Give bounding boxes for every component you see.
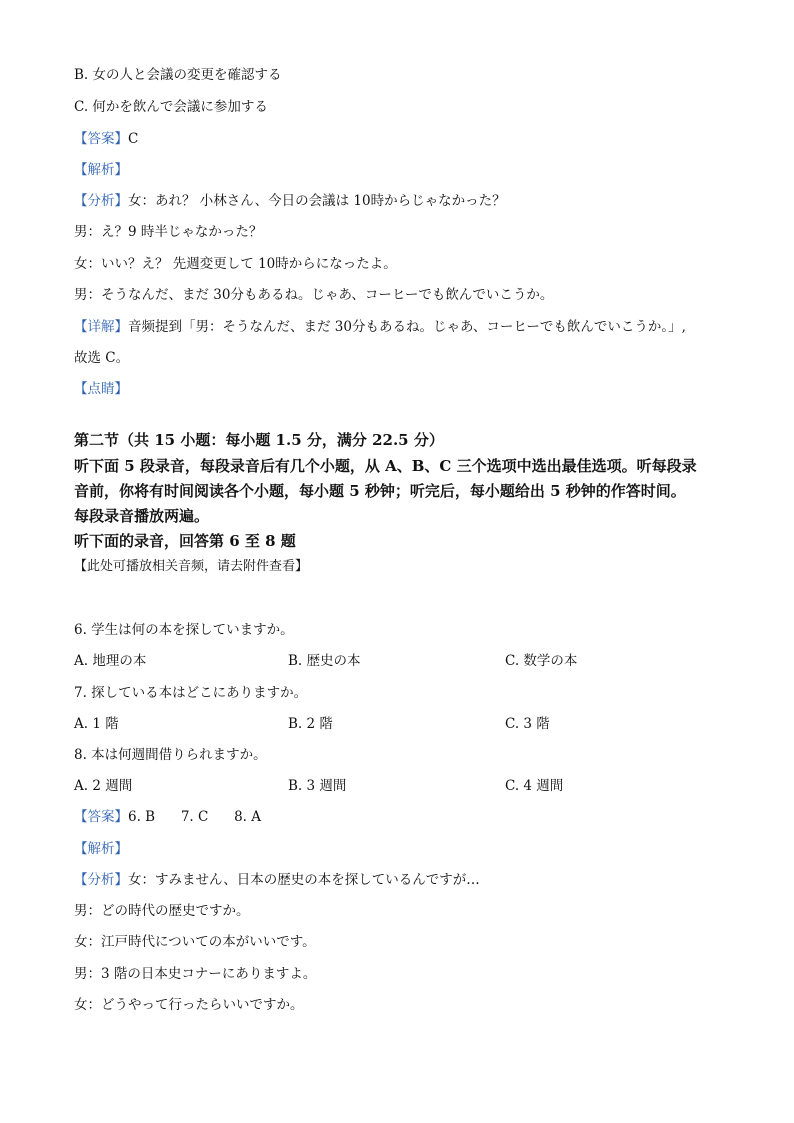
q6-8-transcript-line: 女：どうやって行ったらいいですか。 <box>74 997 304 1013</box>
comment-tag: 【点睛】 <box>74 381 128 397</box>
q5-transcript-line: 男：そうなんだ、まだ 30分もあるね。じゃあ、コーヒーでも飲んでいこうか。 <box>74 287 554 303</box>
q7-option-b: B. 2 階 <box>288 716 333 732</box>
q7-option-c: C. 3 階 <box>505 716 550 732</box>
answer-values: 6. B 7. C 8. A <box>128 809 262 825</box>
question-6: 6. 学生は何の本を探していますか。 <box>74 622 294 638</box>
transcript-tag: 【分析】 <box>74 193 128 209</box>
section-heading: 第二节（共 15 小题：每小题 1.5 分，满分 22.5 分） <box>74 431 444 449</box>
q5-option-c: C. 何かを飲んで会議に参加する <box>74 99 268 115</box>
question-8: 8. 本は何週間借りられますか。 <box>74 747 267 763</box>
q5-detail-line: 【详解】音频提到「男：そうなんだ、まだ 30分もあるね。じゃあ、コーヒーでも飲んでいこうか。」, <box>74 319 686 335</box>
group-heading: 听下面的录音，回答第 6 至 8 题 <box>74 532 296 550</box>
instruction-line: 音前，你将有时间阅读各个小题，每小题 5 秒钟；听完后，每小题给出 5 秒钟的作答时间。 <box>74 482 686 500</box>
q6-8-transcript-line: 男：3 階の日本史コナーにありますよ。 <box>74 966 317 982</box>
q5-transcript-line: 【分析】女：あれ？ 小林さん、今日の会議は 10時からじゃなかった？ <box>74 193 506 209</box>
instruction-line: 每段录音播放两遍。 <box>74 507 210 525</box>
answer-tag: 【答案】 <box>74 809 128 825</box>
q5-option-b: B. 女の人と会議の変更を確認する <box>74 67 282 83</box>
q5-transcript-line: 男：え？9 時半じゃなかった？ <box>74 224 263 240</box>
detail-tag: 【详解】 <box>74 319 128 335</box>
answer-tag: 【答案】 <box>74 131 128 147</box>
q6-8-transcript-line: 【分析】女：すみません、日本の歴史の本を探しているんですが… <box>74 872 480 888</box>
q6-option-a: A. 地理の本 <box>74 653 147 669</box>
q6-8-transcript-line: 男：どの時代の歴史ですか。 <box>74 903 250 919</box>
answer-value: C <box>128 131 139 147</box>
q7-option-a: A. 1 階 <box>74 716 119 732</box>
analysis-tag: 【解析】 <box>74 162 128 178</box>
q6-option-b: B. 歴史の本 <box>288 653 361 669</box>
q6-8-transcript-line: 女：江戸時代についての本がいいです。 <box>74 934 316 950</box>
q5-transcript-line: 女：いい？え？ 先週変更して 10時からになったよ。 <box>74 256 397 272</box>
q8-option-b: B. 3 週間 <box>288 778 347 794</box>
q8-option-a: A. 2 週間 <box>74 778 133 794</box>
q6-option-c: C. 数学の本 <box>505 653 578 669</box>
q6-8-answer-line <box>74 808 261 826</box>
q8-option-c: C. 4 週間 <box>505 778 564 794</box>
transcript-tag: 【分析】 <box>74 872 128 888</box>
q5-answer-line <box>74 130 138 148</box>
q5-conclusion: 故选 C。 <box>74 350 130 366</box>
instruction-line: 听下面 5 段录音，每段录音后有几个小题，从 A、B、C 三个选项中选出最佳选项。听每段录 <box>74 457 697 475</box>
question-7: 7. 探している本はどこにありますか。 <box>74 685 308 701</box>
audio-note: 【此处可播放相关音频，请去附件查看】 <box>74 559 309 574</box>
analysis-tag: 【解析】 <box>74 841 128 857</box>
